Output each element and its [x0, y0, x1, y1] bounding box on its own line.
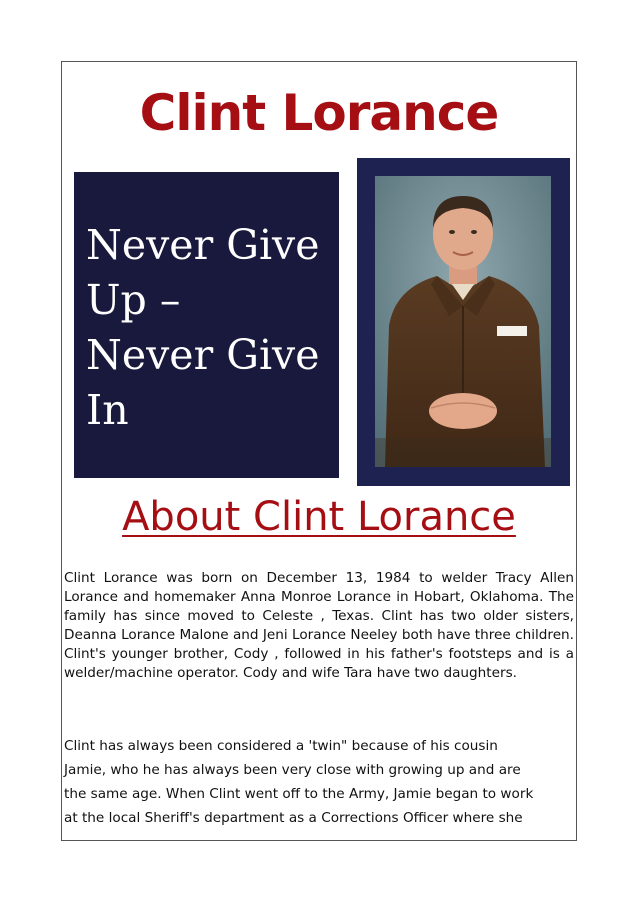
paragraph-2 — [64, 734, 576, 830]
section-heading: About Clint Lorance — [122, 494, 516, 540]
paragraph-2-line: the same age. When Clint went off to the Army, Jamie began to work — [64, 786, 534, 802]
motto-line-2: Up – — [86, 276, 181, 324]
motto-line-3: Never Give — [86, 331, 320, 379]
portrait-photo — [375, 176, 551, 467]
paragraph-1: Clint Lorance was born on December 13, 1984 to welder Tracy Allen Lorance and homemaker Anna Monroe Lorance in Hobart, Oklahoma. The family has since moved to Celeste , Texas. Clint has two older sisters, Deanna Lorance Malone and Jeni Lorance Neeley both have three children. Clint's younger brother, Cody , followed in his father's footsteps and is a welder/machine operator. Cody and wife Tara have two daughters. — [64, 570, 574, 681]
motto-line-1: Never Give — [86, 221, 320, 269]
motto-box — [74, 172, 339, 478]
motto-line-4: In — [86, 386, 129, 434]
motto-text — [86, 218, 326, 438]
photo-frame — [357, 158, 570, 486]
page-title: Clint Lorance — [139, 84, 499, 142]
portrait-illustration — [375, 176, 551, 467]
paragraph-2-line: at the local Sheriff's department as a Corrections Officer where she — [64, 810, 523, 826]
paragraph-2-line: Clint has always been considered a 'twin" because of his cousin — [64, 738, 498, 754]
paragraph-2-line: Jamie, who he has always been very close with growing up and are — [64, 762, 521, 778]
